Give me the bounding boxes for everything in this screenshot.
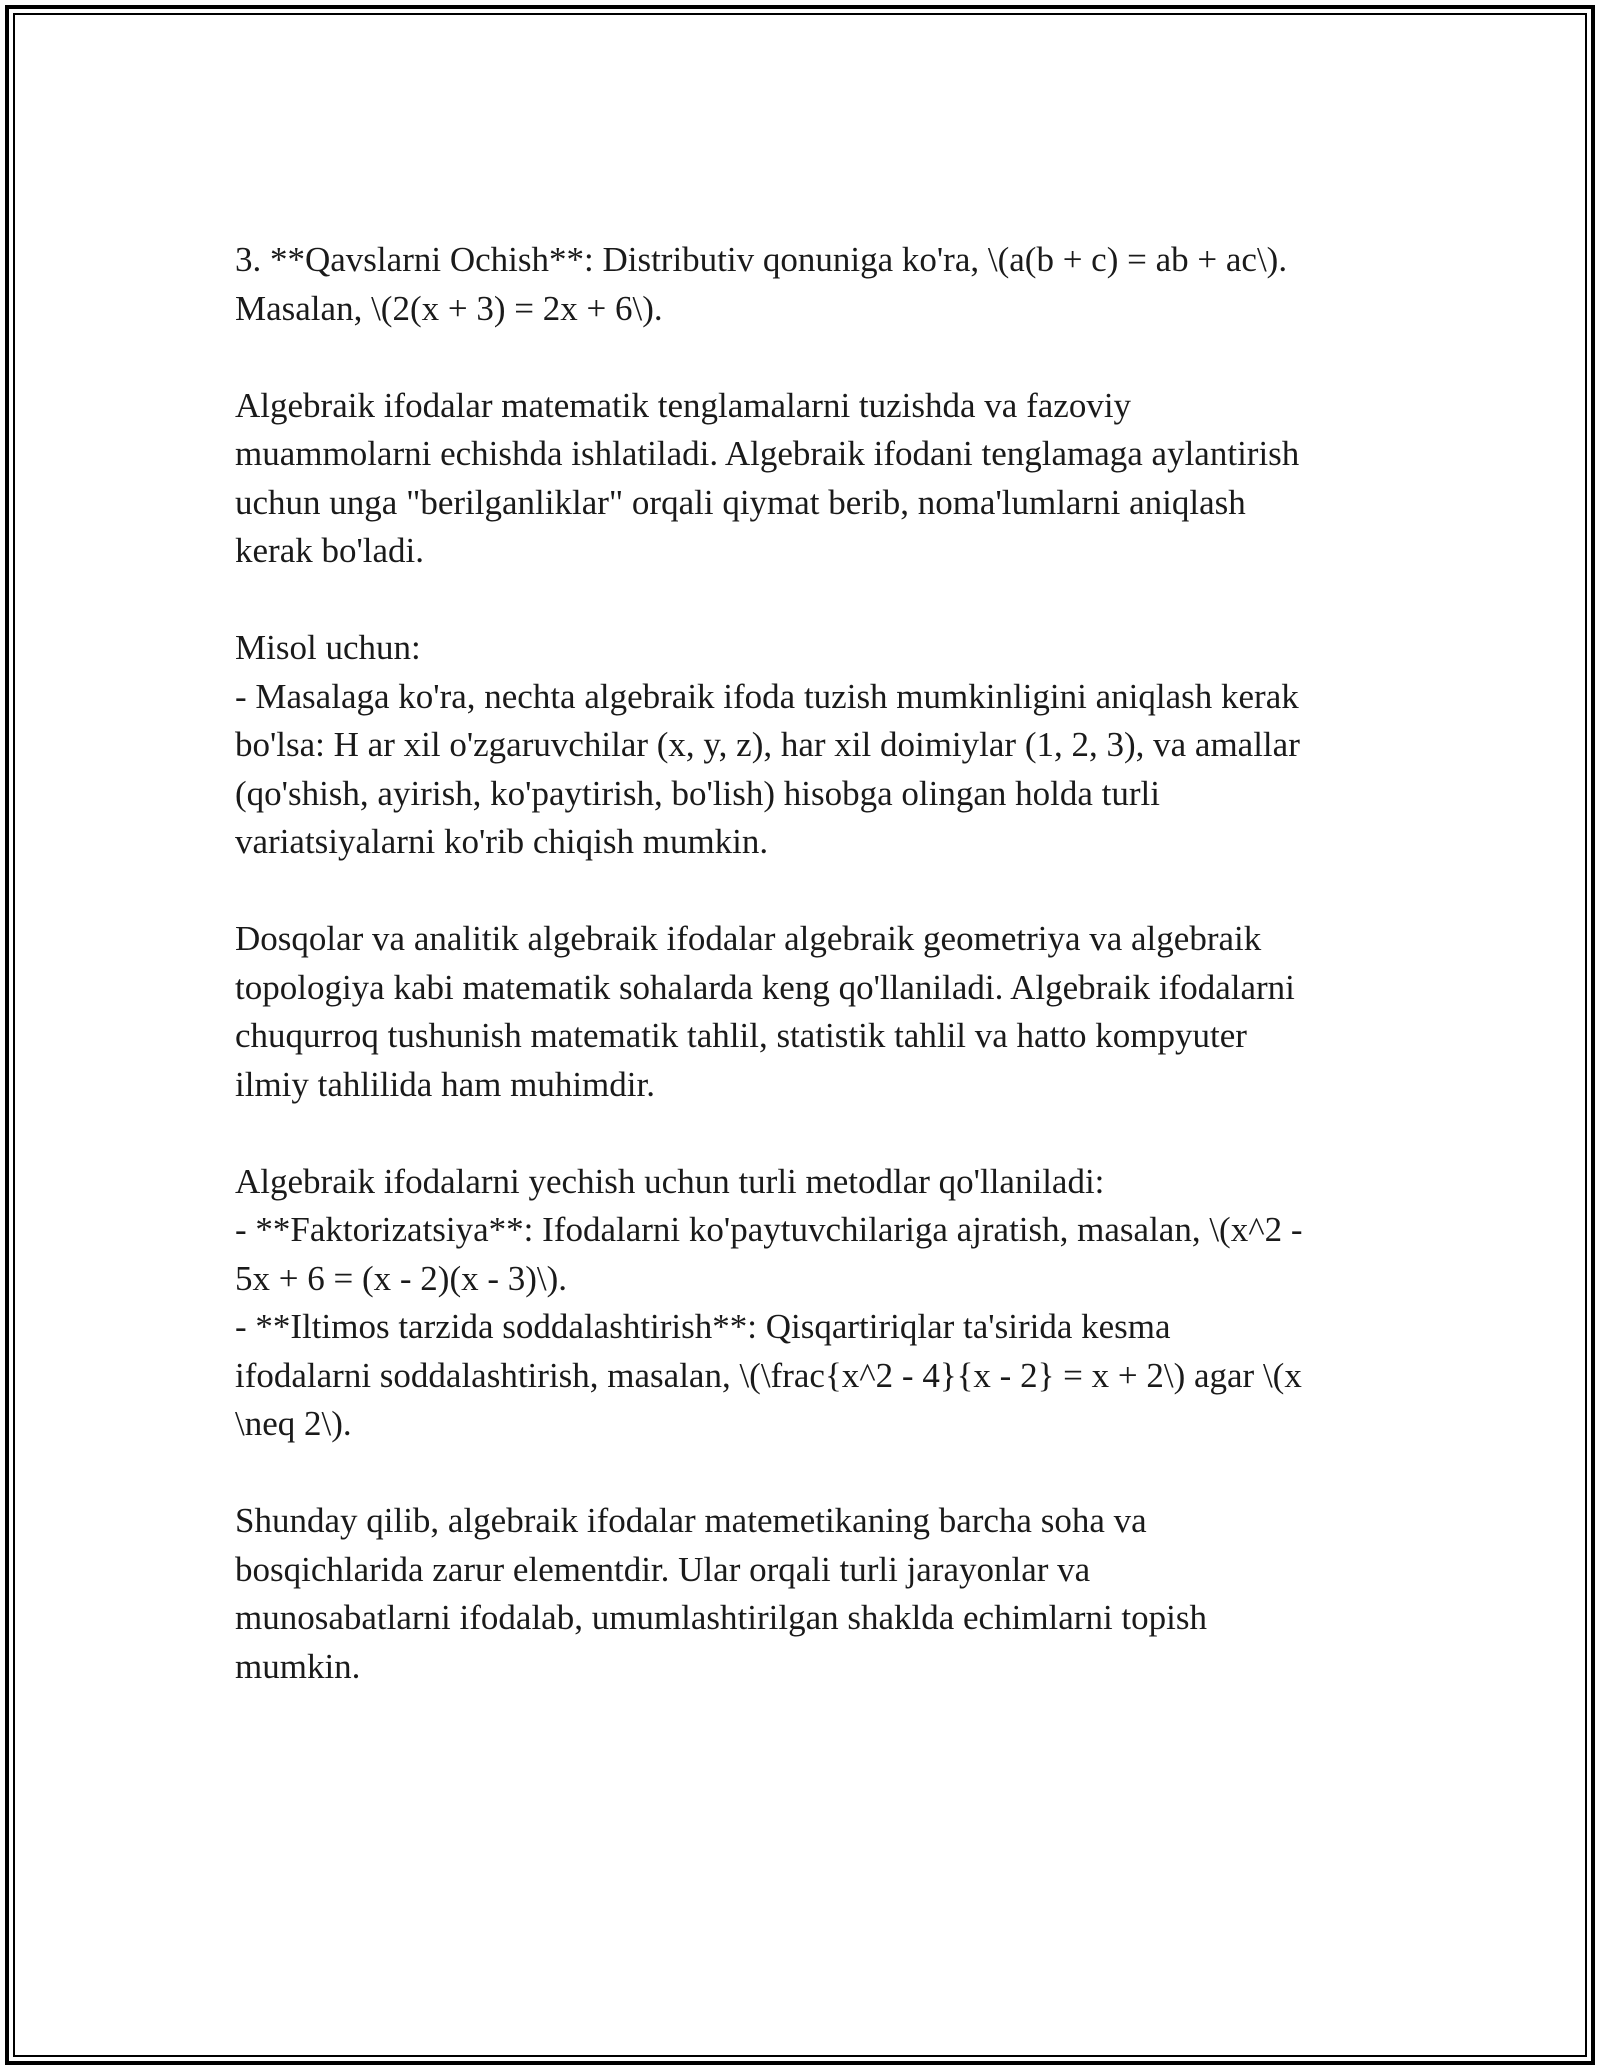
paragraph-misol-uchun	[235, 624, 1365, 867]
text-line: uchun unga "berilganliklar" orqali qiymat berib, noma'lumlarni aniqlash	[235, 482, 1246, 522]
text-line: - Masalaga ko'ra, nechta algebraik ifoda tuzish mumkinligini aniqlash kerak	[235, 676, 1299, 716]
text-line: bo'lsa: H ar xil o'zgaruvchilar (x, y, z), har xil doimiylar (1, 2, 3), va amallar	[235, 725, 1300, 764]
text-line: \neq 2\).	[235, 1404, 352, 1443]
paragraph-qavslarni-ochish	[235, 236, 1365, 333]
text-line: Misol uchun:	[235, 628, 421, 667]
text-line: variatsiyalarni ko'rib chiqish mumkin.	[235, 822, 769, 861]
text-line: mumkin.	[235, 1646, 361, 1686]
paragraph-xulosa	[235, 1497, 1365, 1691]
paragraph-algebraik-ifodalar	[235, 382, 1365, 576]
text-line: (qo'shish, ayirish, ko'paytirish, bo'lish) hisobga olingan holda turli	[235, 773, 1160, 813]
text-line: ilmiy tahlilida ham muhimdir.	[235, 1064, 655, 1104]
text-line: Algebraik ifodalarni yechish uchun turli metodlar qo'llaniladi:	[235, 1161, 1105, 1201]
text-line: Dosqolar va analitik algebraik ifodalar algebraik geometriya va algebraik	[235, 919, 1262, 958]
text-line: kerak bo'ladi.	[235, 531, 425, 570]
text-line: topologiya kabi matematik sohalarda keng qo'llaniladi. Algebraik ifodalarni	[235, 967, 1295, 1007]
paragraph-dosqolar	[235, 915, 1365, 1109]
text-line: bosqichlarida zarur elementdir. Ular orqali turli jarayonlar va	[235, 1549, 1091, 1589]
text-line: muammolarni echishda ishlatiladi. Algebraik ifodani tenglamaga aylantirish	[235, 434, 1300, 473]
text-line: - **Iltimos tarzida soddalashtirish**: Qisqartiriqlar ta'sirida kesma	[235, 1307, 1171, 1346]
text-line: Algebraik ifodalar matematik tenglamalarni tuzishda va fazoviy	[235, 385, 1132, 425]
paragraph-yechish-metodlari	[235, 1158, 1365, 1449]
text-line: Shunday qilib, algebraik ifodalar matemetikaning barcha soha va	[235, 1501, 1147, 1540]
text-line: - **Faktorizatsiya**: Ifodalarni ko'paytuvchilariga ajratish, masalan, \(x^2 -	[235, 1210, 1303, 1249]
text-line: munosabatlarni ifodalab, umumlashtirilgan shaklda echimlarni topish	[235, 1598, 1208, 1637]
text-line: chuqurroq tushunish matematik tahlil, statistik tahlil va hatto kompyuter	[235, 1016, 1247, 1055]
document-body	[235, 236, 1365, 1740]
text-line: Masalan, \(2(x + 3) = 2x + 6\).	[235, 288, 663, 328]
text-line: ifodalarni soddalashtirish, masalan, \(\frac{x^2 - 4}{x - 2} = x + 2\) agar \(x	[235, 1355, 1302, 1395]
text-line: 5x + 6 = (x - 2)(x - 3)\).	[235, 1258, 568, 1298]
text-line: 3. **Qavslarni Ochish**: Distributiv qonuniga ko'ra, \(a(b + c) = ab + ac\).	[235, 240, 1288, 279]
